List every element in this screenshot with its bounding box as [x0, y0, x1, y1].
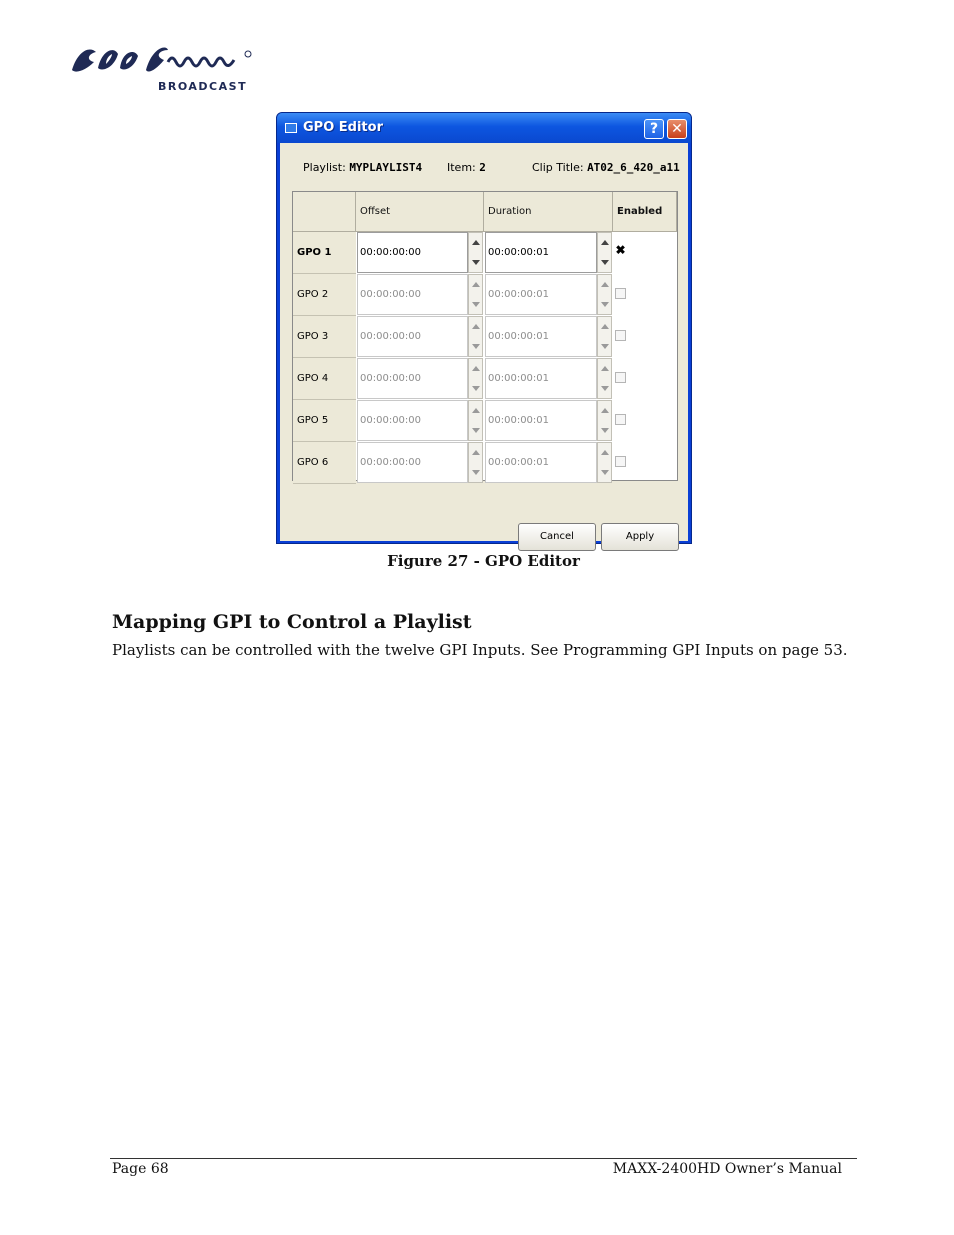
section-body: Playlists can be controlled with the twelve GPI Inputs. See Programming GPI Inputs on page 53.	[112, 641, 848, 659]
column-header-enabled[interactable]: Enabled	[613, 192, 677, 232]
spin-up-icon[interactable]	[472, 408, 480, 413]
item-info	[447, 161, 486, 174]
spin-down-icon[interactable]	[601, 260, 609, 265]
enabled-checkbox[interactable]	[615, 330, 626, 341]
offset-input[interactable]: 00:00:00:00	[357, 232, 468, 273]
spin-down-icon[interactable]	[601, 470, 609, 475]
spin-down-icon[interactable]	[472, 302, 480, 307]
spin-up-icon[interactable]	[601, 408, 609, 413]
playlist-label: Playlist:	[303, 161, 346, 174]
spin-up-icon[interactable]	[472, 240, 480, 245]
playlist-info	[303, 161, 422, 174]
duration-input[interactable]: 00:00:00:01	[485, 400, 597, 441]
offset-input[interactable]: 00:00:00:00	[357, 442, 468, 483]
duration-spinner[interactable]	[597, 316, 612, 357]
spin-down-icon[interactable]	[472, 428, 480, 433]
brand-logo-mark	[68, 40, 258, 80]
gpo-row-label: GPO 1	[293, 232, 356, 274]
gpo-row-label: GPO 4	[293, 358, 356, 400]
spin-up-icon[interactable]	[472, 324, 480, 329]
corner-header	[293, 192, 356, 232]
enabled-checkbox[interactable]	[615, 414, 626, 425]
gpo-row-label: GPO 6	[293, 442, 356, 484]
gpo-row-label: GPO 3	[293, 316, 356, 358]
duration-input[interactable]: 00:00:00:01	[485, 232, 597, 273]
item-value: 2	[479, 161, 486, 174]
duration-spinner[interactable]	[597, 358, 612, 399]
spin-up-icon[interactable]	[601, 282, 609, 287]
figure-caption: Figure 27 - GPO Editor	[387, 552, 580, 570]
offset-input[interactable]: 00:00:00:00	[357, 400, 468, 441]
offset-input[interactable]: 00:00:00:00	[357, 274, 468, 315]
window-icon	[285, 123, 297, 133]
brand-logo	[68, 40, 258, 96]
close-button[interactable]: ✕	[667, 119, 687, 139]
spin-down-icon[interactable]	[601, 302, 609, 307]
cancel-button[interactable]: Cancel	[518, 523, 596, 551]
enabled-checkbox[interactable]: ✖	[615, 243, 626, 257]
offset-spinner[interactable]	[468, 316, 483, 357]
offset-input[interactable]: 00:00:00:00	[357, 358, 468, 399]
clip-title-label: Clip Title:	[532, 161, 584, 174]
spin-down-icon[interactable]	[472, 386, 480, 391]
spin-up-icon[interactable]	[601, 324, 609, 329]
spin-down-icon[interactable]	[601, 428, 609, 433]
spin-down-icon[interactable]	[472, 344, 480, 349]
gpo-editor-dialog	[276, 112, 692, 544]
spin-up-icon[interactable]	[472, 282, 480, 287]
spin-down-icon[interactable]	[472, 470, 480, 475]
spin-up-icon[interactable]	[472, 366, 480, 371]
footer-divider	[110, 1158, 857, 1159]
enabled-checkbox[interactable]	[615, 372, 626, 383]
column-header-duration[interactable]: Duration	[484, 192, 613, 232]
gpo-table	[292, 191, 678, 481]
offset-input[interactable]: 00:00:00:00	[357, 316, 468, 357]
spin-up-icon[interactable]	[601, 240, 609, 245]
spin-down-icon[interactable]	[601, 386, 609, 391]
offset-spinner[interactable]	[468, 274, 483, 315]
offset-spinner[interactable]	[468, 400, 483, 441]
dialog-titlebar[interactable]	[277, 113, 691, 143]
spin-up-icon[interactable]	[601, 366, 609, 371]
dialog-title: GPO Editor	[303, 120, 383, 135]
clip-title-value: AT02_6_420_a11	[587, 161, 680, 174]
gpo-row-label: GPO 5	[293, 400, 356, 442]
offset-spinner[interactable]	[468, 442, 483, 483]
apply-button[interactable]: Apply	[601, 523, 679, 551]
spin-down-icon[interactable]	[472, 260, 480, 265]
offset-spinner[interactable]	[468, 358, 483, 399]
playlist-value: MYPLAYLIST4	[349, 161, 423, 174]
spin-down-icon[interactable]	[601, 344, 609, 349]
spin-up-icon[interactable]	[601, 450, 609, 455]
duration-input[interactable]: 00:00:00:01	[485, 316, 597, 357]
help-button[interactable]: ?	[644, 119, 664, 139]
section-heading: Mapping GPI to Control a Playlist	[112, 611, 472, 633]
dialog-client-area	[280, 143, 688, 541]
duration-spinner[interactable]	[597, 442, 612, 483]
duration-input[interactable]: 00:00:00:01	[485, 274, 597, 315]
duration-input[interactable]: 00:00:00:01	[485, 442, 597, 483]
footer-page-number: Page 68	[112, 1161, 169, 1177]
duration-spinner[interactable]	[597, 400, 612, 441]
column-header-offset[interactable]: Offset	[356, 192, 484, 232]
duration-input[interactable]: 00:00:00:01	[485, 358, 597, 399]
enabled-checkbox[interactable]	[615, 456, 626, 467]
brand-logo-subtitle: BROADCAST	[158, 80, 248, 93]
gpo-row-label: GPO 2	[293, 274, 356, 316]
duration-spinner[interactable]	[597, 232, 612, 273]
spin-up-icon[interactable]	[472, 450, 480, 455]
duration-spinner[interactable]	[597, 274, 612, 315]
enabled-checkbox[interactable]	[615, 288, 626, 299]
offset-spinner[interactable]	[468, 232, 483, 273]
footer-manual-title: MAXX-2400HD Owner’s Manual	[612, 1161, 842, 1177]
clip-info	[532, 161, 680, 174]
item-label: Item:	[447, 161, 476, 174]
